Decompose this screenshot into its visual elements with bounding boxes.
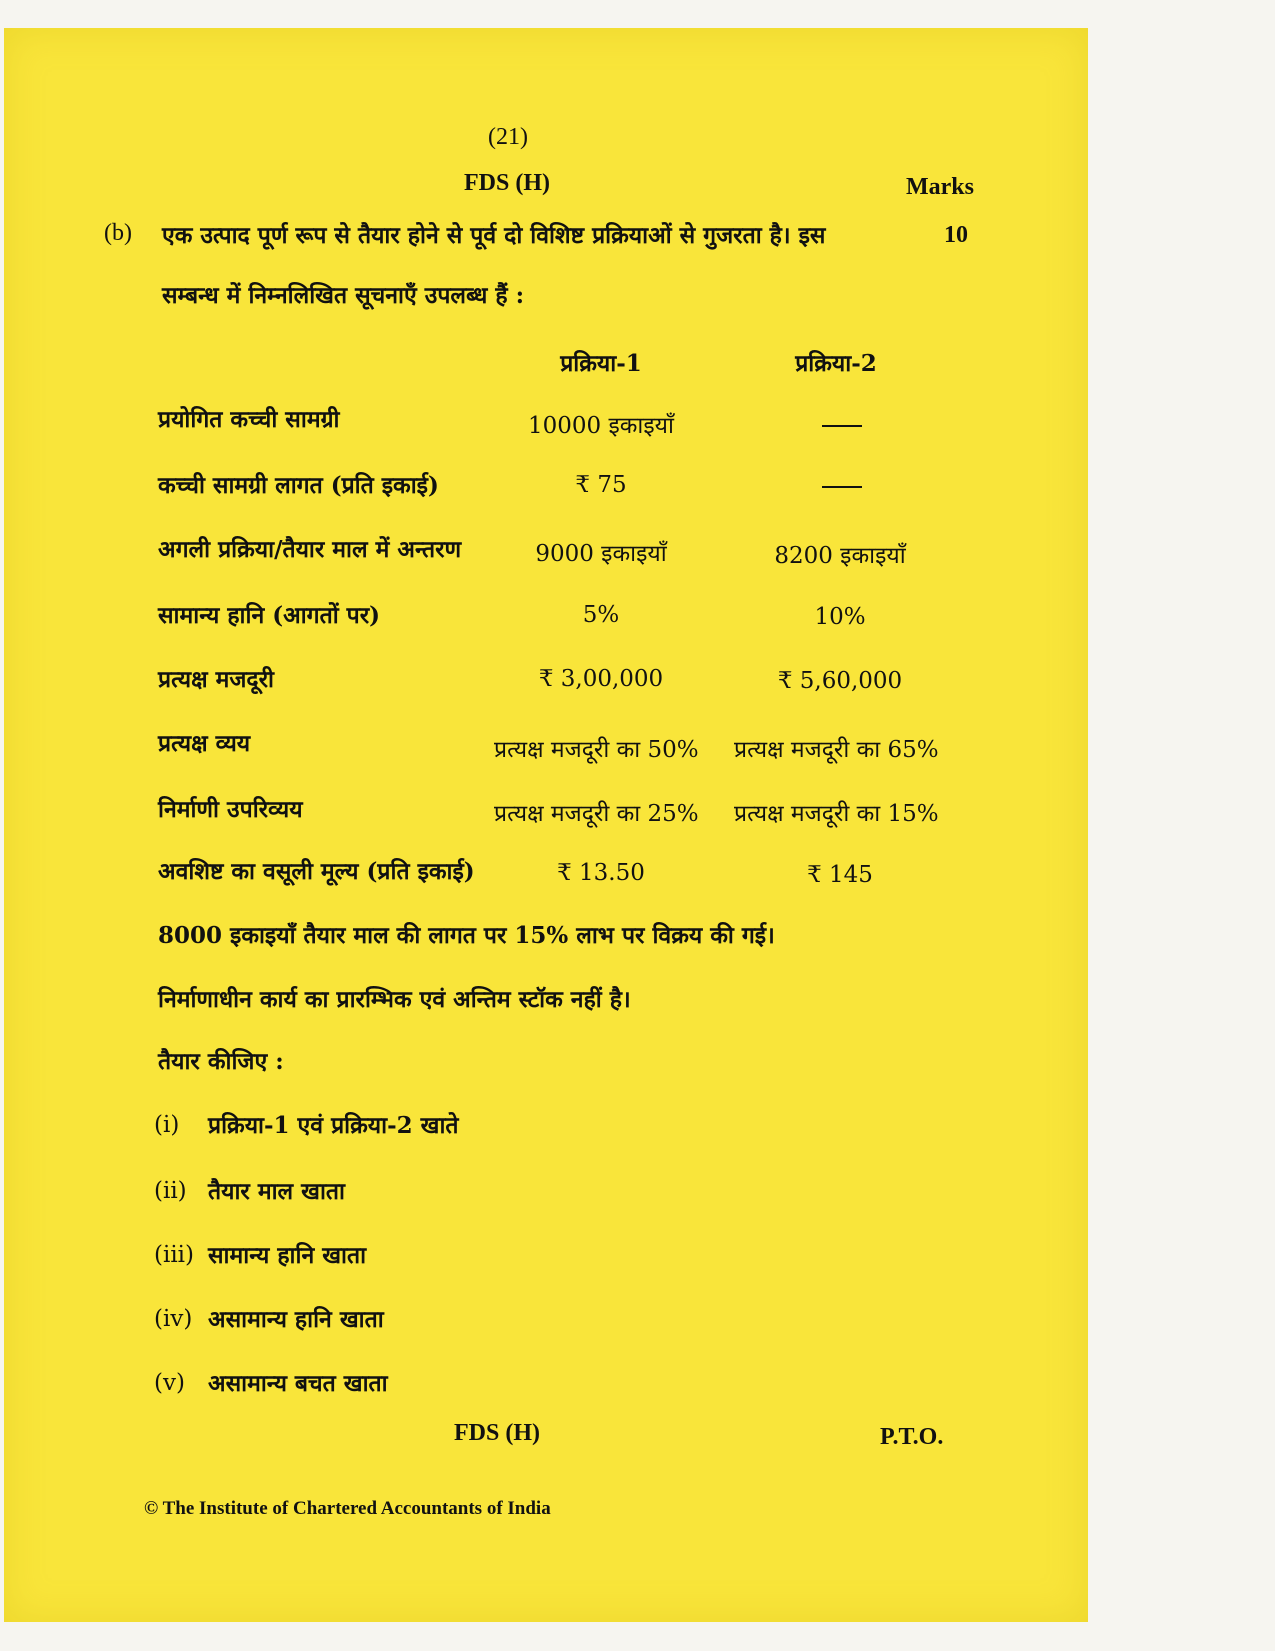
row-value-process-1: ₹ 13.50 [557, 860, 645, 886]
list-item-text: असामान्य हानि खाता [208, 1306, 384, 1333]
column-header-process-2: प्रक्रिया-2 [795, 350, 877, 377]
row-label: कच्ची सामग्री लागत (प्रति इकाई) [158, 472, 439, 499]
list-item-text: सामान्य हानि खाता [208, 1242, 367, 1269]
note-wip: निर्माणाधीन कार्य का प्रारम्भिक एवं अन्तिम स्टॉक नहीं है। [158, 986, 631, 1013]
footer-paper-code: FDS (H) [454, 1420, 540, 1446]
question-text-line1: एक उत्पाद पूर्ण रूप से तैयार होने से पूर्व दो विशिष्ट प्रक्रियाओं से गुजरता है। इस [162, 222, 826, 249]
question-label: (b) [104, 220, 132, 246]
row-label: निर्माणी उपरिव्यय [158, 796, 303, 823]
row-value-process-2: प्रत्यक्ष मजदूरी का 15% [734, 801, 939, 827]
row-value-process-1: ₹ 75 [575, 472, 627, 498]
list-item-number: (ii) [154, 1178, 187, 1204]
paper-code: FDS (H) [464, 170, 550, 196]
marks-label: Marks [906, 174, 974, 200]
list-item-number: (v) [154, 1370, 185, 1396]
row-label: प्रयोगित कच्ची सामग्री [158, 406, 340, 433]
row-value-process-2: 8200 इकाइयाँ [774, 543, 906, 569]
pto-label: P.T.O. [880, 1424, 944, 1450]
row-label: प्रत्यक्ष मजदूरी [158, 666, 274, 693]
nil-dash [822, 425, 862, 427]
copyright-notice: © The Institute of Chartered Accountants of India [144, 1498, 551, 1519]
list-item-text: असामान्य बचत खाता [208, 1370, 388, 1397]
row-value-process-1: प्रत्यक्ष मजदूरी का 50% [494, 737, 699, 763]
list-item-number: (i) [154, 1112, 180, 1138]
exam-page [4, 28, 1088, 1622]
row-label: प्रत्यक्ष व्यय [158, 730, 251, 757]
prepare-label: तैयार कीजिए : [158, 1048, 284, 1075]
column-header-process-1: प्रक्रिया-1 [560, 350, 642, 377]
row-label: सामान्य हानि (आगतों पर) [158, 602, 381, 629]
list-item-text: तैयार माल खाता [208, 1178, 345, 1205]
row-value-process-1: प्रत्यक्ष मजदूरी का 25% [494, 801, 699, 827]
list-item-text: प्रक्रिया-1 एवं प्रक्रिया-2 खाते [208, 1112, 459, 1139]
question-text-line2: सम्बन्ध में निम्नलिखित सूचनाएँ उपलब्ध हैं : [162, 282, 525, 309]
row-label: अगली प्रक्रिया/तैयार माल में अन्तरण [158, 536, 462, 563]
nil-dash [822, 486, 862, 488]
row-value-process-1: 10000 इकाइयाँ [528, 413, 674, 439]
row-value-process-1: ₹ 3,00,000 [538, 666, 664, 692]
question-marks: 10 [944, 222, 968, 248]
list-item-number: (iii) [154, 1242, 195, 1268]
row-value-process-2: ₹ 5,60,000 [777, 668, 903, 694]
row-label: अवशिष्ट का वसूली मूल्य (प्रति इकाई) [158, 858, 475, 885]
row-value-process-1: 5% [582, 602, 620, 628]
page-number: (21) [488, 124, 528, 150]
row-value-process-1: 9000 इकाइयाँ [535, 541, 667, 567]
row-value-process-2: ₹ 145 [807, 862, 873, 888]
row-value-process-2: प्रत्यक्ष मजदूरी का 65% [734, 737, 939, 763]
row-value-process-2: 10% [814, 604, 866, 630]
list-item-number: (iv) [154, 1306, 193, 1332]
note-sales: 8000 इकाइयाँ तैयार माल की लागत पर 15% लाभ पर विक्रय की गई। [158, 922, 775, 949]
